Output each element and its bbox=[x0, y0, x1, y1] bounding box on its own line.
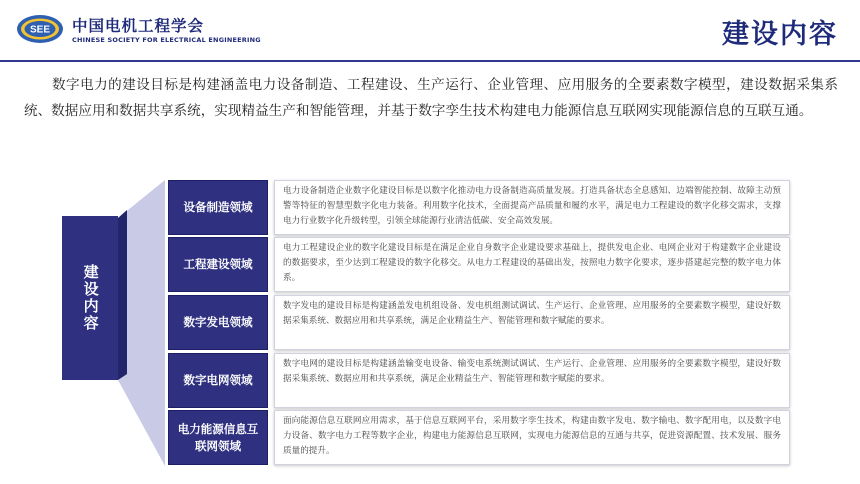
org-name-en: CHINESE SOCIETY FOR ELECTRICAL ENGINEERING bbox=[72, 36, 261, 44]
section-label-box bbox=[62, 216, 118, 380]
category-equipment-manufacturing bbox=[168, 180, 268, 235]
description-digital-generation: 数字发电的建设目标是构建涵盖发电机组设备、发电机组测试调试、生产运行、企业管理、应用服务的全要素数字模型，建设好数据采集系统、数据应用和共享系统，满足企业精益生产、智能管理和数字赋能的要求。 bbox=[274, 295, 790, 350]
description-digital-grid: 数字电网的建设目标是构建涵盖输变电设备、输变电系统测试调试、生产运行、企业管理、应用服务的全要素数字模型，建设好数据采集系统、数据应用和共享系统，满足企业精益生产、智能管理和数字赋能的要求。 bbox=[274, 353, 790, 408]
category-label: 数字发电领域 bbox=[183, 315, 253, 329]
description-engineering-construction: 电力工程建设企业的数字化建设目标是在满足企业自身数字企业建设要求基础上，提供发电企业、电网企业对于构建数字企业建设的数据要求，至少达到工程建设的数字化移交。从电力工程建设的基础出发，按照电力数字化要求，逐步搭建起完整的数字电力体系。 bbox=[274, 237, 790, 292]
category-digital-grid bbox=[168, 353, 268, 408]
org-name-cn: 中国电机工程学会 bbox=[72, 17, 205, 35]
svg-text:SEE: SEE bbox=[29, 24, 51, 36]
category-label: 数字电网领域 bbox=[183, 373, 253, 387]
page-title: 建设内容 bbox=[722, 19, 838, 50]
intro-paragraph: 数字电力的建设目标是构建涵盖电力设备制造、工程建设、生产运行、企业管理、应用服务的全要素数字模型，建设数据采集系统、数据应用和数据共享系统，实现精益生产和智能管理，并基于数字孪生技术构建电力能源信息互联网实现能源信息的互联互通。 bbox=[24, 77, 838, 119]
section-label: 建设内容 bbox=[81, 264, 100, 332]
category-energy-information-internet bbox=[168, 410, 268, 465]
category-engineering-construction bbox=[168, 237, 268, 292]
category-label: 设备制造领域 bbox=[183, 200, 253, 214]
category-label: 工程建设领域 bbox=[183, 257, 253, 271]
category-digital-generation bbox=[168, 295, 268, 350]
description-energy-information-internet: 面向能源信息互联网应用需求，基于信息互联网平台，采用数字孪生技术，构建由数字发电、数字输电、数字配用电，以及数字电力设备、数字电力工程等数字企业，构建电力能源信息互联网，实现电力能源信息的互通与共享，促进资源配置、技术发展、服务质量的提升。 bbox=[274, 410, 790, 465]
description-equipment-manufacturing: 电力设备制造企业数字化建设目标是以数字化推动电力设备制造高质量发展。打造具备状态全息感知、边端智能控制、故障主动预警等特征的智慧型数字化电力装备。利用数字化技术，全面提高产品质量和履约水平，满足电力工程建设的数字化移交需求，支撑电力行业数字化升级转型，引领全球能源行业清洁低碳、安全高效发展。 bbox=[274, 180, 790, 235]
category-label: 电力能源信息互联网领域 bbox=[177, 421, 259, 453]
